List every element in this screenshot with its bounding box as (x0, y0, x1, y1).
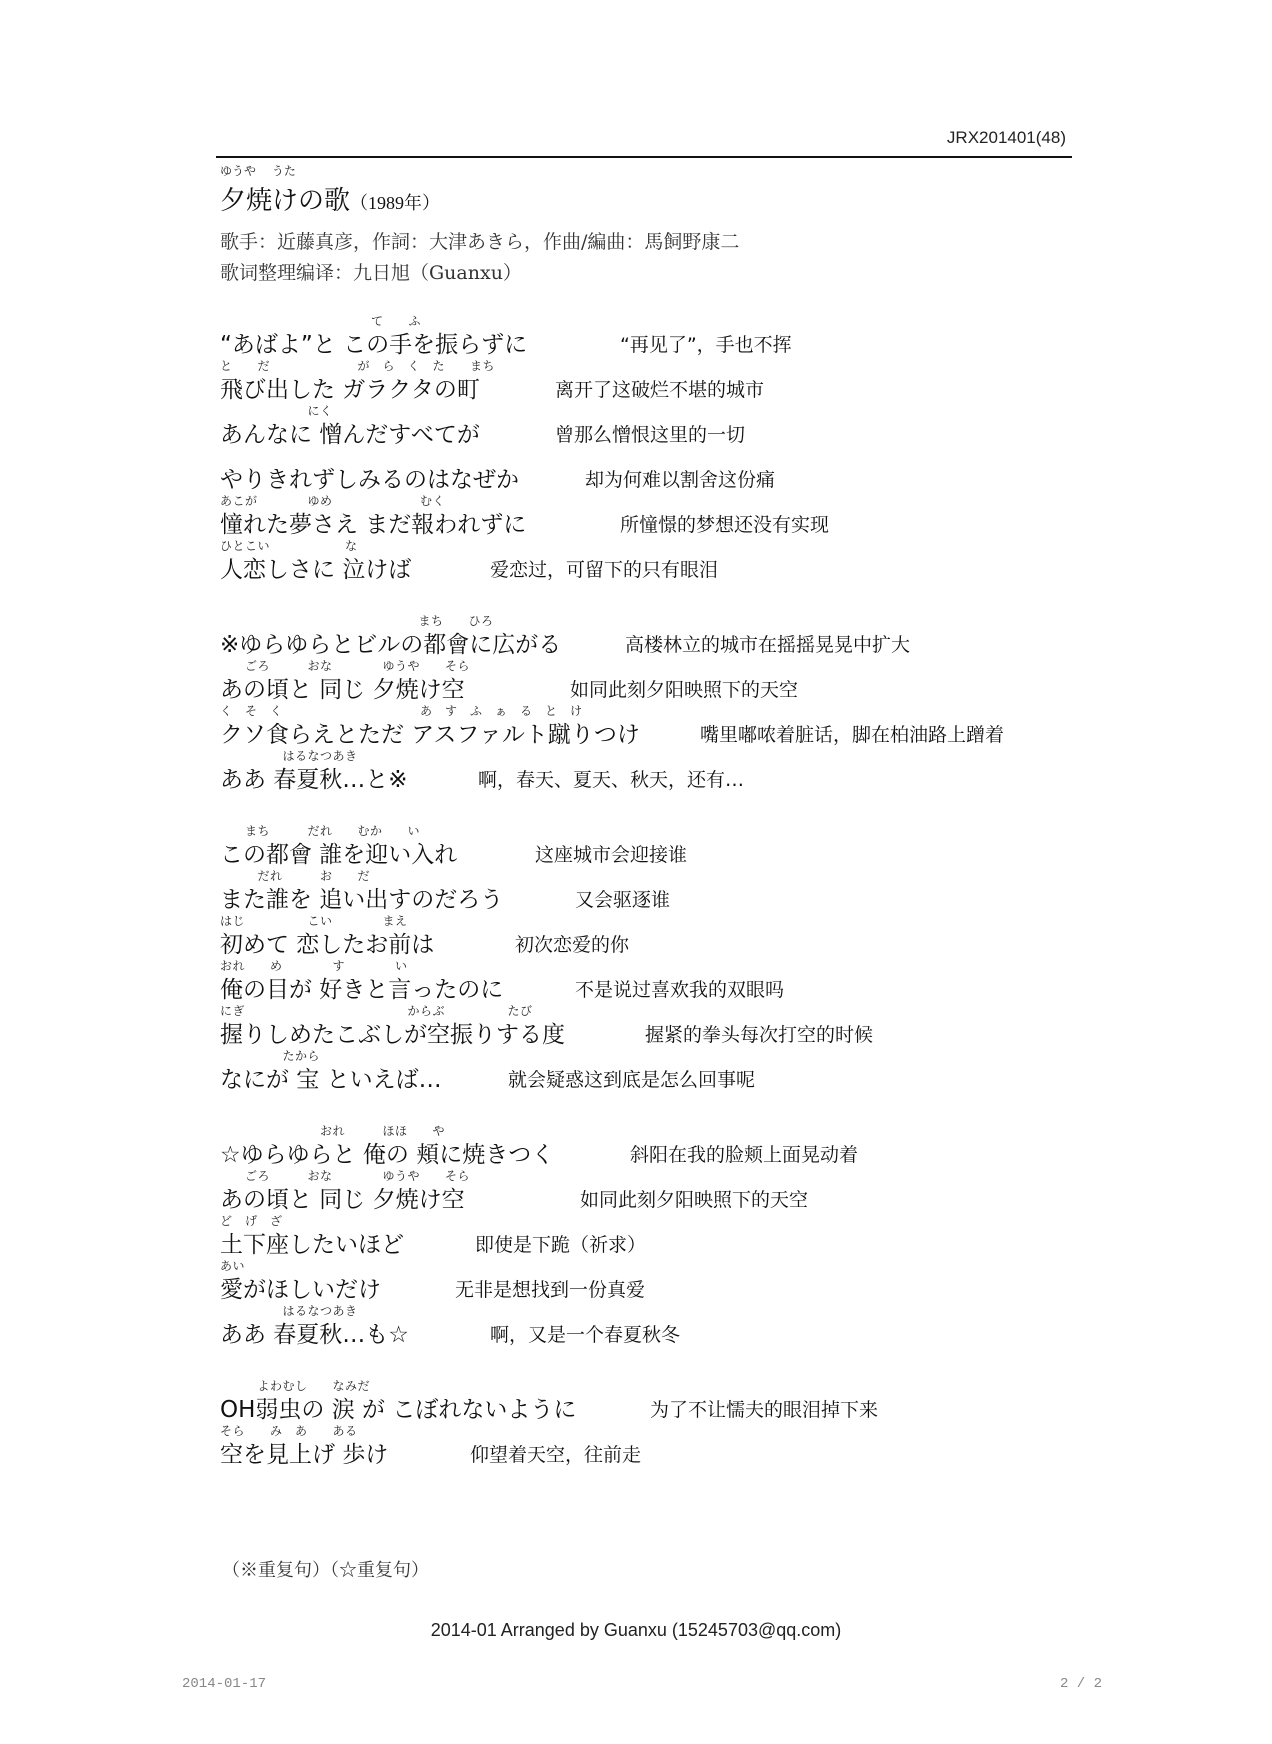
chinese-translation: 啊，又是一个春夏秋冬 (490, 1324, 681, 1346)
footer-page-number: 2 / 2 (1060, 1676, 1103, 1692)
lyric-line (220, 312, 1080, 357)
lyric-line (220, 357, 1080, 402)
furigana: そら み あ ある (220, 1424, 358, 1438)
chinese-translation: 无非是想找到一份真爱 (455, 1279, 646, 1301)
chinese-translation: 却为何难以割舍这份痛 (585, 469, 776, 491)
lyric-line (220, 1422, 1080, 1467)
chinese-translation: 这座城市会迎接谁 (535, 844, 688, 866)
lyric-line (220, 867, 1080, 912)
song-title (220, 180, 739, 217)
lyric-line (220, 822, 1080, 867)
japanese-lyric: なにが 宝 といえば… (220, 1067, 442, 1093)
lyric-line (220, 1167, 1080, 1212)
chinese-translation: 即使是下跪（祈求） (475, 1234, 647, 1256)
lyric-line (220, 1002, 1080, 1047)
japanese-lyric: あんなに 憎んだすべてが (220, 422, 480, 448)
lyric-line (220, 702, 1080, 747)
furigana: と だ が ら く た まち (220, 359, 496, 373)
lyric-line (220, 492, 1080, 537)
japanese-lyric: 土下座したいほど (220, 1232, 404, 1258)
furigana: ひとこい な (220, 539, 358, 553)
japanese-lyric: あの頃と 同じ 夕焼け空 (220, 677, 465, 703)
chinese-translation: 离开了这破烂不堪的城市 (555, 379, 765, 401)
furigana: だれ お だ (220, 869, 371, 883)
lyric-line (220, 1257, 1080, 1302)
lyric-line (220, 612, 1080, 657)
lyrics-body (220, 312, 1080, 1497)
furigana: まち ひろ (220, 614, 494, 628)
lyric-line (220, 537, 1080, 582)
furigana: はるなつあき (220, 749, 358, 763)
furigana: ど げ ざ (220, 1214, 283, 1228)
japanese-lyric: 俺の目が 好きと言ったのに (220, 977, 504, 1003)
chinese-translation: 曾那么憎恨这里的一切 (555, 424, 746, 446)
furigana: おれ ほほ や (220, 1124, 446, 1138)
lyric-line (220, 657, 1080, 702)
japanese-lyric: あの頃と 同じ 夕焼け空 (220, 1187, 465, 1213)
japanese-lyric: 愛がほしいだけ (220, 1277, 381, 1303)
chinese-translation: 斜阳在我的脸颊上面晃动着 (630, 1144, 859, 1166)
japanese-lyric: ☆ゆらゆらと 俺の 頬に焼きつく (220, 1142, 555, 1168)
furigana: はるなつあき (220, 1304, 358, 1318)
lyric-line (220, 1377, 1080, 1422)
chinese-translation: 如同此刻夕阳映照下的天空 (580, 1189, 809, 1211)
japanese-lyric: “あばよ”と この手を振らずに (220, 332, 528, 358)
japanese-lyric: ああ 春夏秋…と※ (220, 767, 408, 793)
footer-date: 2014-01-17 (182, 1676, 267, 1692)
lyric-line (220, 1302, 1080, 1347)
japanese-lyric: ああ 春夏秋…も☆ (220, 1322, 409, 1348)
stanza (220, 822, 1080, 1092)
furigana: て ふ (220, 314, 422, 328)
stanza (220, 612, 1080, 792)
japanese-lyric: やりきれずしみるのはなぜか (220, 467, 519, 493)
lyric-line (220, 747, 1080, 792)
furigana: はじ こい まえ (220, 914, 408, 928)
furigana: よわむし なみだ (220, 1379, 371, 1393)
japanese-lyric: また誰を 追い出すのだろう (220, 887, 504, 913)
furigana: あい (220, 1259, 246, 1273)
japanese-lyric: 憧れた夢さえ まだ報われずに (220, 512, 527, 538)
lyric-line (220, 447, 1080, 492)
title-furigana: ゆうや うた (220, 164, 296, 178)
furigana: く そ く あ す ふ ぁ る と け (220, 704, 583, 718)
chinese-translation: 就会疑惑这到底是怎么回事呢 (508, 1069, 756, 1091)
japanese-lyric: 飛び出した ガラクタの町 (220, 377, 480, 403)
chinese-translation: 所憧憬的梦想还没有实现 (620, 514, 830, 536)
furigana: まち だれ むか い (220, 824, 421, 838)
lyric-line (220, 1212, 1080, 1257)
japanese-lyric: OH弱虫の 涙 が こぼれないように (220, 1397, 577, 1423)
title-block (220, 162, 739, 285)
credits-line: 歌手：近藤真彦，作詞：大津あきら，作曲/編曲：馬飼野康二 (220, 231, 740, 253)
lyric-line (220, 912, 1080, 957)
lyric-line (220, 1047, 1080, 1092)
japanese-lyric: 空を見上げ 歩け (220, 1442, 389, 1468)
furigana: おれ め す い (220, 959, 408, 973)
furigana: にく (220, 404, 333, 418)
document-code: JRX201401(48) (946, 128, 1066, 147)
chinese-translation: 初次恋爱的你 (515, 934, 630, 956)
japanese-lyric: 初めて 恋したお前は (220, 932, 435, 958)
song-year: （1989年） (350, 193, 441, 213)
furigana: ごろ おな ゆうや そら (220, 659, 471, 673)
footer-credit: 2014-01 Arranged by Guanxu (15245703@qq.com) (430, 1620, 842, 1640)
japanese-lyric: 人恋しさに 泣けば (220, 557, 412, 583)
chinese-translation: 仰望着天空，往前走 (470, 1444, 642, 1466)
song-title-text: 夕焼けの歌 (220, 186, 351, 216)
arranger-line: 歌词整理编译：九日旭（Guanxu） (220, 262, 522, 284)
chinese-translation: 嘴里嘟哝着脏话，脚在柏油路上蹭着 (700, 724, 1005, 746)
chinese-translation: “再见了”，手也不挥 (620, 334, 792, 356)
chinese-translation: 又会驱逐谁 (575, 889, 671, 911)
lyric-line (220, 402, 1080, 447)
lyric-line (220, 957, 1080, 1002)
furigana: ごろ おな ゆうや そら (220, 1169, 471, 1183)
chinese-translation: 啊，春天、夏天、秋天，还有… (478, 769, 745, 791)
chinese-translation: 爱恋过，可留下的只有眼泪 (490, 559, 719, 581)
furigana: にぎ からぶ たび (220, 1004, 533, 1018)
japanese-lyric: 握りしめたこぶしが空振りする度 (220, 1022, 565, 1048)
stanza (220, 1377, 1080, 1467)
chinese-translation: 为了不让懦夫的眼泪掉下来 (650, 1399, 879, 1421)
stanza (220, 1122, 1080, 1347)
chinese-translation: 如同此刻夕阳映照下的天空 (570, 679, 799, 701)
furigana: たから (220, 1049, 321, 1063)
lyric-line (220, 1122, 1080, 1167)
chinese-translation: 不是说过喜欢我的双眼吗 (575, 979, 785, 1001)
furigana: あこが ゆめ むく (220, 494, 446, 508)
chinese-translation: 高楼林立的城市在摇摇晃晃中扩大 (625, 634, 911, 656)
stanza (220, 312, 1080, 582)
repeat-note: （※重复句）（☆重复句） (222, 1560, 429, 1581)
japanese-lyric: クソ食らえとただ アスファルト蹴りつけ (220, 722, 640, 748)
japanese-lyric: ※ゆらゆらとビルの都會に広がる (220, 632, 562, 658)
japanese-lyric: この都會 誰を迎い入れ (220, 842, 458, 868)
header-rule (216, 156, 1072, 158)
chinese-translation: 握紧的拳头每次打空的时候 (645, 1024, 874, 1046)
